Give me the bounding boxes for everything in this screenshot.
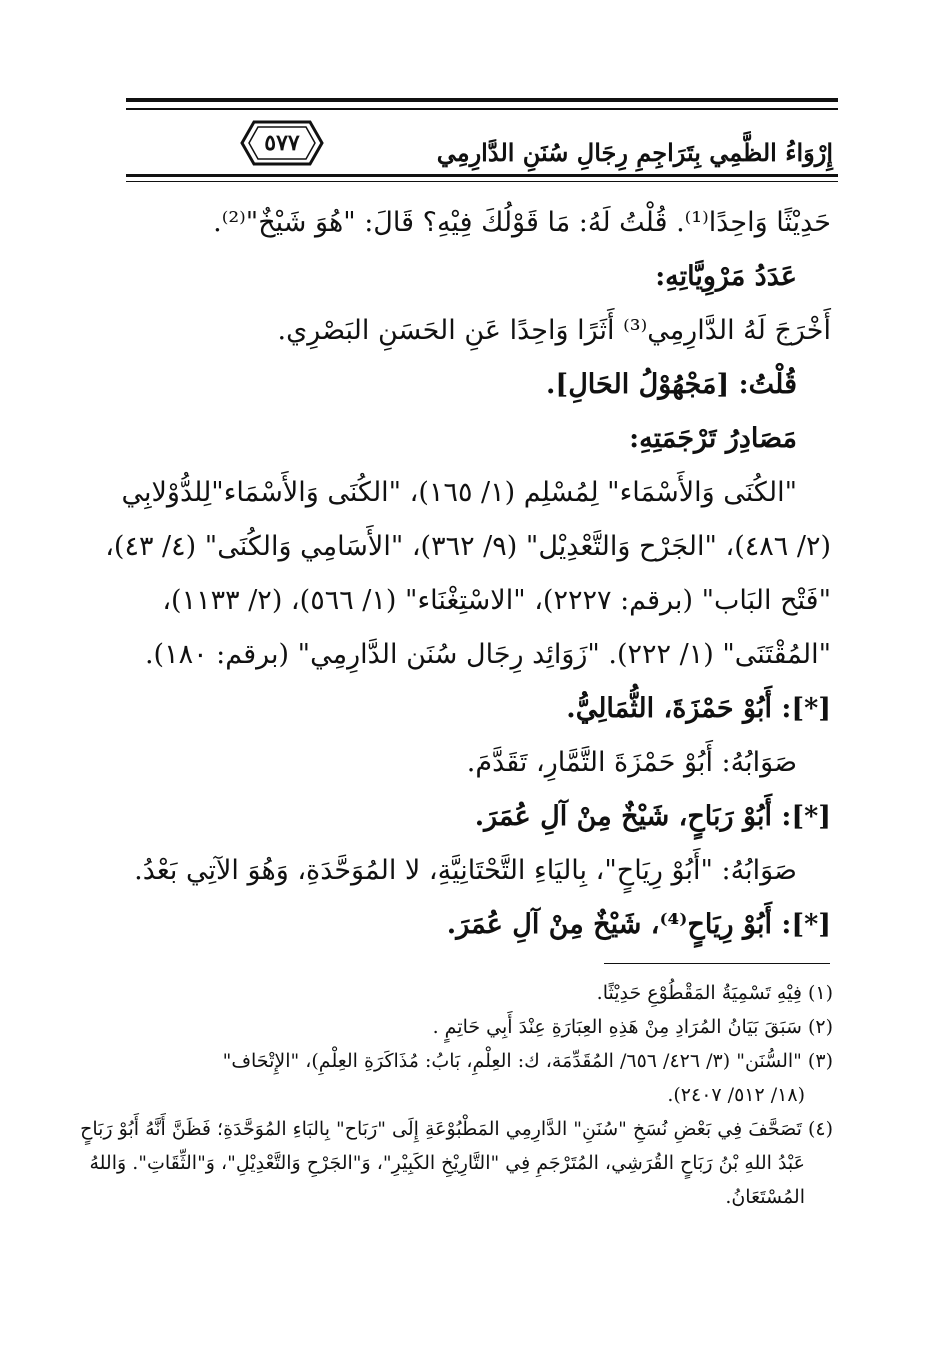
entry-heading: [*]: أَبُوْ رِيَاحٍ⁽⁴⁾، شَيْخٌ مِنْ آلِ عُمَرَ. [446, 909, 831, 940]
header-rule-bottom-thick [126, 174, 838, 177]
header-rule-thin [126, 108, 838, 110]
running-title: إِرْوَاءُ الظَّمِي بِتَرَاجِمِ رِجَالِ سُنَنِ الدَّارِمِي [436, 138, 833, 167]
footnote-continuation: عَبْدُ اللهِ بْنُ رَبَاحٍ القُرَشِي، المُتَرْجَمِ فِي "التَّارِيْخِ الكَبِيْرِ"، وَ"الجَرْحِ وَالتَّعْدِيْلِ"، وَ"الثِّقَاتِ". وَاللهُ [89, 1152, 805, 1174]
main-text [105, 196, 831, 952]
footnote-continuation: المُسْتَعَانُ. [725, 1186, 805, 1208]
header-rule-thick [126, 98, 838, 102]
entry-note: صَوَابُهُ: أَبُوْ حَمْزَةَ التَّمَّارِ، تَقَدَّمَ. [466, 747, 797, 778]
sources-line: (٢/ ٤٨٦)، "الجَرْح وَالتَّعْدِيْل" (٩/ ٣٦٢)، "الأَسَامِي وَالكُنَى" (٤/ ٤٣)، [105, 531, 831, 562]
page-number-badge [240, 118, 324, 168]
section-heading-count: عَدَدُ مَرْوِيَّاتِهِ: [655, 261, 797, 292]
sources-line: "فَتْح البَاب" (برقم: ٢٢٢٧)، "الاسْتِغْنَاء" (١/ ٥٦٦)، (٢/ ١١٣٣)، [162, 585, 831, 616]
sources-line: "المُقْتَنَى" (١/ ٢٢٢). "زَوَائِد رِجَال سُنَن الدَّارِمِي" (برقم: ١٨٠). [144, 639, 831, 670]
footnote: (٣) "السُّنَن" (٣/ ٤٢٦/ ٦٥٦/ المُقَدِّمَة، ك: العِلْمِ، بَابُ: مُذَاكَرَةِ العِلْمِ)، "الإِتْحَاف" [222, 1050, 833, 1072]
footnote-separator [604, 963, 830, 964]
entry-heading: [*]: أَبُوْ رَبَاحٍ، شَيْخٌ مِنْ آلِ عُمَرَ. [474, 801, 831, 832]
footnote: (١) فِيْهِ تَسْمِيَةُ المَقْطُوْعِ حَدِيْثًا. [596, 982, 833, 1004]
verdict-line: قُلْتُ: [مَجْهُوْلُ الحَالِ]. [546, 369, 797, 400]
entry-note: صَوَابُهُ: "أَبُوْ رِيَاحٍ"، بِاليَاءِ التَّحْتَانِيَّةِ، لا المُوَحَّدَةِ، وَهُوَ الآتِي بَعْدُ. [134, 855, 797, 886]
sources-line: "الكُنَى وَالأَسْمَاء" لِمُسْلِم (١/ ١٦٥)، "الكُنَى وَالأَسْمَاء"لِلدُّوْلابِي [121, 477, 797, 508]
section-heading-sources: مَصَادِرُ تَرْجَمَتِهِ: [629, 423, 797, 454]
footnotes [80, 976, 833, 1214]
text-line: أَخْرَجَ لَهُ الدَّارِمِي⁽³⁾ أَثَرًا وَاحِدًا عَنِ الحَسَنِ البَصْرِي. [277, 315, 831, 346]
entry-heading: [*]: أَبُوْ حَمْزَةَ، الثُّمَالِيُّ. [566, 693, 831, 724]
header-rule-bottom-thin [126, 181, 838, 182]
page-number: ٥٧٧ [264, 130, 300, 156]
footnote-continuation: (١٨/ ٥١٢/ ٢٤٠٧). [667, 1084, 805, 1106]
footnote: (٢) سَبَقَ بَيَانُ المُرَادِ مِنْ هَذِهِ العِبَارَةِ عِنْدَ أَبِي حَاتِمٍ . [432, 1016, 833, 1038]
text-line: حَدِيْثًا وَاحِدًا⁽¹⁾. قُلْتُ لَهُ: مَا قَوْلُكَ فِيْهِ؟ قَالَ: "هُوَ شَيْخٌ"⁽²⁾. [213, 207, 831, 238]
footnote: (٤) تَصَحَّفَ فِي بَعْضِ نُسَخِ "سُنَنِ" الدَّارِمِي المَطْبُوْعَةِ إِلَى "رَبَاح" بِالبَاءِ المُوَحَّدَةِ؛ فَظَنَّ أَنَّهُ أَبُوْ رَبَاحٍ [80, 1118, 833, 1140]
